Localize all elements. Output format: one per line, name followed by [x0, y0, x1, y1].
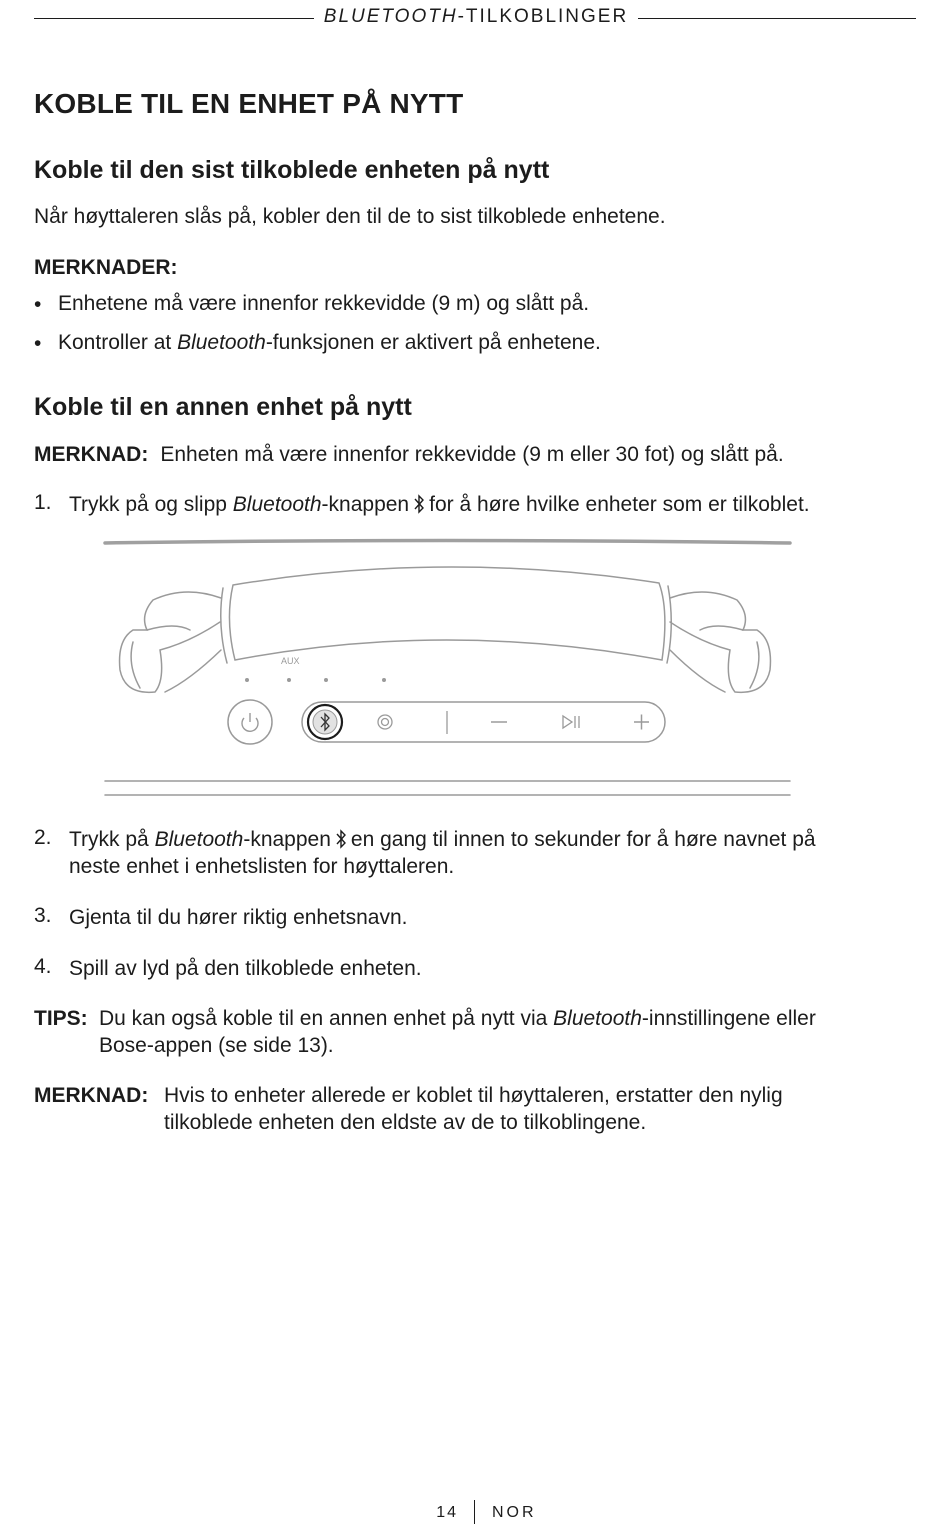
- aux-label: AUX: [281, 656, 300, 666]
- bullet-marker: •: [34, 332, 42, 355]
- step-4: Spill av lyd på den tilkoblede enheten.: [69, 957, 422, 980]
- subheading-last-device: Koble til den sist tilkoblede enheten på nytt: [34, 156, 550, 184]
- note-label: MERKNAD:: [34, 1084, 149, 1107]
- tips-label: TIPS:: [34, 1007, 88, 1030]
- note-range: MERKNAD: Enheten må være innenfor rekkevidde (9 m eller 30 fot) og slått på.: [34, 443, 784, 466]
- page-footer: [0, 1500, 950, 1526]
- bullet-marker: •: [34, 293, 42, 316]
- note-text: Hvis to enheter allerede er koblet til høyttaleren, erstatter den nylig tilkoblede enheten den eldste av de to tilkoblingene.: [164, 1084, 783, 1134]
- power-button[interactable]: [228, 700, 272, 744]
- step-2: Trykk på Bluetooth-knappen en gang til innen to sekunder for å høre navnet på neste enhet i enhetslisten for høyttaleren.: [69, 828, 816, 878]
- indicator-lights: [245, 678, 386, 682]
- step-number: 1.: [34, 491, 52, 514]
- speaker-illustration: [95, 530, 795, 805]
- subheading-another-device: Koble til en annen enhet på nytt: [34, 393, 412, 421]
- step-1: Trykk på og slipp Bluetooth-knappen for å høre hvilke enheter som er tilkoblet.: [69, 493, 810, 516]
- body-paragraph: Når høyttaleren slås på, kobler den til de to sist tilkoblede enhetene.: [34, 205, 666, 228]
- bluetooth-button[interactable]: [308, 705, 342, 739]
- bullet-item: Enhetene må være innenfor rekkevidde (9 m) og slått på.: [58, 292, 590, 315]
- section-header: [34, 6, 916, 32]
- header-rule-left: [34, 18, 314, 19]
- tips-text: Du kan også koble til en annen enhet på nytt via Bluetooth-innstillingene eller Bose-appen (se side 13).: [99, 1007, 816, 1057]
- step-number: 3.: [34, 904, 52, 927]
- section-title: BLUETOOTH-TILKOBLINGER: [323, 6, 629, 27]
- bluetooth-icon: [413, 494, 425, 514]
- header-rule-right: [638, 18, 916, 19]
- bullet-item: Kontroller at Bluetooth-funksjonen er aktivert på enhetene.: [58, 331, 601, 354]
- step-number: 4.: [34, 955, 52, 978]
- control-bar: [302, 702, 665, 742]
- language-code: NOR: [492, 1504, 537, 1521]
- bluetooth-icon: [335, 829, 347, 849]
- notes-label: MERKNADER:: [34, 256, 178, 279]
- page-number: 14: [436, 1504, 458, 1521]
- page-title: KOBLE TIL EN ENHET PÅ NYTT: [34, 88, 464, 119]
- footer-separator: [474, 1500, 475, 1524]
- step-3: Gjenta til du hører riktig enhetsnavn.: [69, 906, 408, 929]
- step-number: 2.: [34, 826, 52, 849]
